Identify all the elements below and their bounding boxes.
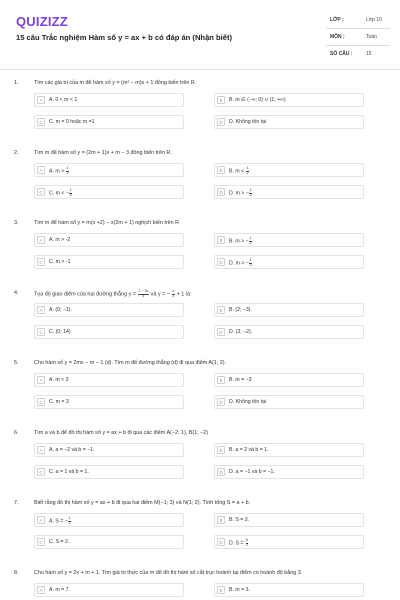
option-letter-badge: B <box>217 236 225 244</box>
answer-option-c[interactable] <box>34 395 184 409</box>
option-letter-badge: A <box>37 376 45 384</box>
info-label: LỚP : <box>330 17 344 23</box>
question-text: Tìm m để hàm số y = (2m + 1)x + m − 3 đồng biến trên R. <box>34 150 172 156</box>
option-letter-badge: C <box>37 118 45 126</box>
option-text-part: A. 0 < m < 1 <box>49 97 78 103</box>
option-text-part: D. S = <box>229 540 246 547</box>
option-text <box>49 399 69 405</box>
fraction-numerator: 1 − 3x <box>138 289 149 293</box>
answer-option-d[interactable] <box>214 325 364 339</box>
question-item <box>0 498 400 568</box>
option-letter-badge: C <box>37 398 45 406</box>
answer-option-d[interactable] <box>214 535 364 549</box>
answer-option-d[interactable] <box>214 185 364 199</box>
answer-option-c[interactable] <box>34 115 184 129</box>
option-letter-badge: C <box>37 538 45 546</box>
option-text-part: B. S = 3. <box>229 517 250 523</box>
option-text <box>49 539 69 545</box>
answer-option-b[interactable] <box>214 583 364 597</box>
quizizz-logo: QUIZIZZ <box>16 14 68 29</box>
fraction <box>66 167 69 176</box>
fraction-numerator: 1 <box>68 516 71 520</box>
fraction <box>249 189 252 198</box>
option-text-part: D. m > − <box>229 260 249 267</box>
answer-option-d[interactable] <box>214 395 364 409</box>
question-text-part: và y = − <box>149 291 172 298</box>
info-value: Lớp 10 <box>366 17 382 23</box>
fraction-denominator: 2 <box>249 262 252 267</box>
question-text: Cho hàm số y = 2x + m + 1. Tìm giá trị thực của m để đồ thị hàm số cắt trục hoành tại điểm có hoành độ bằng 3. <box>34 570 303 576</box>
question-text: Cho hàm số y = 2mx − m − 1 (d). Tìm m để đường thẳng (d) đi qua điểm A(1; 2). <box>34 360 227 366</box>
fraction-denominator: 2 <box>246 170 249 175</box>
fraction-denominator: 4 <box>142 293 145 298</box>
fraction-numerator: 1 <box>249 258 252 262</box>
question-number: 8. <box>14 570 19 576</box>
option-text-part: B. m > − <box>229 238 249 245</box>
option-letter-badge: D <box>217 468 225 476</box>
info-row-subject <box>326 29 390 46</box>
question-number: 5. <box>14 360 19 366</box>
option-text-part: B. m < <box>229 168 246 175</box>
fraction-numerator: x <box>172 289 175 293</box>
option-text <box>49 97 77 103</box>
answer-option-b[interactable] <box>214 233 364 247</box>
answer-option-a[interactable] <box>34 303 184 317</box>
answer-option-a[interactable] <box>34 373 184 387</box>
header <box>0 0 400 70</box>
option-letter-badge: D <box>217 538 225 546</box>
option-text-part: A. m < 3 <box>49 377 69 383</box>
answer-option-a[interactable] <box>34 93 184 107</box>
option-text-part: A. (0; −1). <box>49 307 72 313</box>
info-panel <box>326 12 390 62</box>
option-letter-badge: D <box>217 398 225 406</box>
option-text <box>229 189 253 198</box>
option-text-part: B. m = −3 <box>229 377 252 383</box>
option-text-part: B. m ∈ (−∞; 0) ∪ (1; +∞) <box>229 97 286 103</box>
question-item <box>0 358 400 428</box>
option-text-part: A. S = − <box>49 518 68 525</box>
answer-option-c[interactable] <box>34 255 184 269</box>
option-text <box>49 377 68 383</box>
info-label: MÔN : <box>330 34 345 40</box>
fraction <box>246 167 249 176</box>
option-text <box>229 237 252 246</box>
option-text-part: A. m = 7. <box>49 587 70 593</box>
question-text: Biết rằng đồ thị hàm số y = ax + b đi qua hai điểm M(−1; 3) và N(1; 2). Tính tổng S = a + b. <box>34 500 251 506</box>
option-text <box>49 329 71 335</box>
answer-option-b[interactable] <box>214 93 364 107</box>
answer-option-b[interactable] <box>214 513 364 527</box>
question-item <box>0 218 400 288</box>
question-item <box>0 148 400 218</box>
option-letter-badge: A <box>37 96 45 104</box>
question-number: 3. <box>14 220 19 226</box>
fraction-numerator: 5 <box>245 538 248 542</box>
answer-option-b[interactable] <box>214 163 364 177</box>
option-text <box>49 189 73 198</box>
option-letter-badge: D <box>217 118 225 126</box>
answer-option-d[interactable] <box>214 465 364 479</box>
question-number: 6. <box>14 430 19 436</box>
option-letter-badge: A <box>37 446 45 454</box>
fraction <box>138 290 149 299</box>
question-text-part: + 1 là: <box>175 291 192 298</box>
fraction <box>249 237 252 246</box>
question-number: 4. <box>14 290 19 296</box>
option-text-part: C. (0; 14) <box>49 329 71 335</box>
info-row-question-count <box>326 46 390 62</box>
info-label: SỐ CÂU : <box>330 51 353 57</box>
answer-option-c[interactable] <box>34 325 184 339</box>
info-value: 15 <box>366 51 372 57</box>
option-text-part: B. a = 2 và b = 1. <box>229 447 269 453</box>
option-letter-badge: B <box>217 446 225 454</box>
question-number: 1. <box>14 80 19 86</box>
answer-option-a[interactable] <box>34 233 184 247</box>
option-text-part: D. Không tồn tại <box>229 399 267 405</box>
answer-option-c[interactable] <box>34 535 184 549</box>
worksheet-title: 15 câu Trắc nghiệm Hàm số y = ax + b có đáp án (Nhận biết) <box>16 33 233 42</box>
answer-option-b[interactable] <box>214 303 364 317</box>
answer-option-a[interactable] <box>34 443 184 457</box>
question-text: Tìm a và b để đồ thị hàm số y = ax + b đi qua các điểm A(−2; 1), B(1; −2) <box>34 430 209 436</box>
option-text-part: C. m > -1 <box>49 259 71 265</box>
question-text: Tìm m để hàm số y = m(x +2) − x(2m + 1) nghịch biến trên R <box>34 220 180 226</box>
option-letter-badge: B <box>217 516 225 524</box>
option-letter-badge: A <box>37 586 45 594</box>
option-text-part: C. m < − <box>49 190 69 197</box>
option-text-part: C. m = 0 hoặc m =1 <box>49 119 95 125</box>
fraction-denominator: 2 <box>69 192 72 197</box>
option-letter-badge: B <box>217 586 225 594</box>
option-letter-badge: A <box>37 166 45 174</box>
answer-option-c[interactable] <box>34 465 184 479</box>
option-text <box>229 377 252 383</box>
fraction-denominator: 2 <box>249 240 252 245</box>
answer-option-a[interactable] <box>34 513 184 527</box>
option-letter-badge: C <box>37 188 45 196</box>
answer-option-a[interactable] <box>34 583 184 597</box>
fraction-denominator: 2 <box>245 542 248 547</box>
fraction <box>246 539 249 548</box>
question-item <box>0 568 400 600</box>
question-number: 2. <box>14 150 19 156</box>
question-number: 7. <box>14 500 19 506</box>
option-text-part: C. m = 3 <box>49 399 69 405</box>
question-text-part: Tọa độ giao điểm của hai đường thẳng y = <box>34 291 138 298</box>
fraction-numerator: 1 <box>69 188 72 192</box>
fraction-numerator: 1 <box>249 236 252 240</box>
answer-option-c[interactable] <box>34 185 184 199</box>
question-item <box>0 288 400 358</box>
answer-option-a[interactable] <box>34 163 184 177</box>
header-divider <box>0 69 400 70</box>
option-text <box>49 167 69 176</box>
option-letter-badge: B <box>217 166 225 174</box>
option-letter-badge: D <box>217 328 225 336</box>
option-text-part: D. a = −1 và b = −1. <box>229 469 275 475</box>
option-letter-badge: B <box>217 376 225 384</box>
option-text <box>229 307 252 313</box>
option-text <box>229 97 286 103</box>
question-item <box>0 78 400 148</box>
answer-option-b[interactable] <box>214 373 364 387</box>
fraction-numerator: 1 <box>66 166 69 170</box>
option-text-part: D. Không tồn tại <box>229 119 267 125</box>
option-text <box>229 539 249 548</box>
option-text-part: D. m > − <box>229 190 249 197</box>
option-text-part: B. (2; −3). <box>229 307 252 313</box>
option-text-part: A. m > -2 <box>49 237 71 243</box>
option-letter-badge: C <box>37 328 45 336</box>
question-text <box>34 290 191 299</box>
option-text-part: D. (3; −2). <box>229 329 253 335</box>
option-text <box>229 119 266 125</box>
info-row-class <box>326 12 390 29</box>
option-letter-badge: D <box>217 258 225 266</box>
answer-option-d[interactable] <box>214 255 364 269</box>
fraction-denominator: 3 <box>172 293 175 298</box>
option-text <box>49 587 70 593</box>
option-text-part: A. m > <box>49 168 66 175</box>
option-text <box>49 259 70 265</box>
option-text <box>49 307 72 313</box>
question-text: Tìm các giá trị của m để hàm số y = (m² − m)x + 1 đồng biến trên R. <box>34 80 197 86</box>
fraction <box>68 517 71 526</box>
option-text <box>229 329 252 335</box>
option-letter-badge: C <box>37 468 45 476</box>
option-text <box>229 447 269 453</box>
info-value: Toán <box>366 34 377 40</box>
fraction-numerator: 1 <box>246 166 249 170</box>
option-text <box>49 517 72 526</box>
fraction-numerator: 1 <box>249 188 252 192</box>
option-text <box>49 469 89 475</box>
option-text <box>229 517 249 523</box>
option-text-part: C. S = 2. <box>49 539 70 545</box>
fraction <box>249 259 252 268</box>
option-text-part: B. m = 3. <box>229 587 250 593</box>
option-text <box>229 399 266 405</box>
question-list <box>0 78 400 600</box>
option-letter-badge: A <box>37 236 45 244</box>
question-item <box>0 428 400 498</box>
answer-option-b[interactable] <box>214 443 364 457</box>
fraction-denominator: 2 <box>66 170 69 175</box>
option-letter-badge: A <box>37 306 45 314</box>
option-text <box>229 469 275 475</box>
answer-option-d[interactable] <box>214 115 364 129</box>
fraction-denominator: 2 <box>249 192 252 197</box>
option-text <box>229 167 249 176</box>
fraction-denominator: 2 <box>68 520 71 525</box>
option-text <box>49 237 70 243</box>
option-letter-badge: D <box>217 188 225 196</box>
option-text <box>49 119 95 125</box>
option-letter-badge: A <box>37 516 45 524</box>
option-letter-badge: C <box>37 258 45 266</box>
option-text <box>49 447 95 453</box>
option-letter-badge: B <box>217 96 225 104</box>
fraction <box>69 189 72 198</box>
option-text <box>229 587 250 593</box>
option-text-part: A. a = −2 và b = −1. <box>49 447 95 453</box>
option-text-part: C. a = 1 và b = 1. <box>49 469 89 475</box>
option-text <box>229 259 253 268</box>
option-letter-badge: B <box>217 306 225 314</box>
